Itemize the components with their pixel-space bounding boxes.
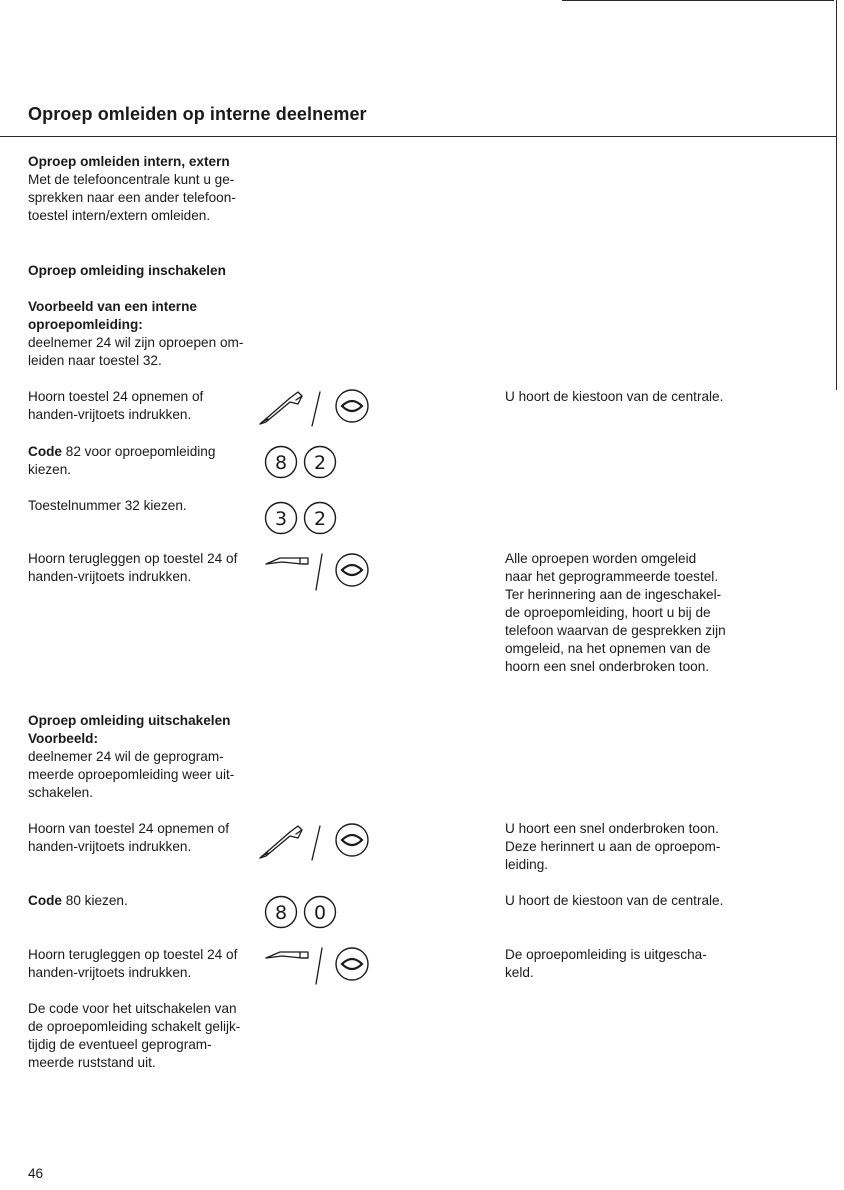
note-line: hoorn een snel onderbroken toon. xyxy=(505,659,710,674)
step-instruction xyxy=(28,388,258,424)
note-line: U hoort een snel onderbroken toon. xyxy=(505,821,719,836)
disable-section-header xyxy=(28,712,268,802)
intro-line: Met de telefooncentrale kunt u ge- xyxy=(28,172,235,187)
footer-line: meerde ruststand uit. xyxy=(28,1055,156,1070)
step-note xyxy=(505,550,825,676)
disable-heading: Oproep omleiding uitschakelen xyxy=(28,713,231,728)
page-title: Oproep omleiden op interne deelnemer xyxy=(28,104,367,124)
key-digit: 2 xyxy=(313,508,327,530)
key-digit: 0 xyxy=(313,902,327,924)
note-line: de oproepomleiding, hoort u bij de xyxy=(505,605,711,620)
key-digit: 8 xyxy=(274,452,288,474)
code-label: Code xyxy=(28,444,62,459)
note-line: De oproepomleiding is uitgescha- xyxy=(505,947,707,962)
step-text: 80 kiezen. xyxy=(61,893,128,908)
intro-heading: Oproep omleiden intern, extern xyxy=(28,154,230,169)
step-line: handen-vrijtoets indrukken. xyxy=(28,965,192,980)
note-line: omgeleid, na het opnemen van de xyxy=(505,641,711,656)
step-instruction xyxy=(28,820,258,856)
note-line: leiding. xyxy=(505,857,549,872)
step-instruction xyxy=(28,550,258,586)
step-line: Hoorn terugleggen op toestel 24 of xyxy=(28,947,238,962)
example-heading: oproepomleiding: xyxy=(28,317,143,332)
note-line: telefoon waarvan de gesprekken zijn xyxy=(505,623,726,638)
note-line: Ter herinnering aan de ingeschakel- xyxy=(505,587,722,602)
step-instruction xyxy=(28,892,258,910)
replace-handset-or-handsfree-icon xyxy=(262,944,382,992)
step-note xyxy=(505,946,825,982)
note-line: keld. xyxy=(505,965,534,980)
step-line: Toestelnummer 32 kiezen. xyxy=(28,498,187,513)
step-line xyxy=(28,443,258,461)
step-line: handen-vrijtoets indrukken. xyxy=(28,407,192,422)
step-line: Hoorn terugleggen op toestel 24 of xyxy=(28,551,238,566)
footer-line: tijdig de eventueel geprogram- xyxy=(28,1037,212,1052)
intro-line: toestel intern/extern omleiden. xyxy=(28,208,211,223)
step-line: Hoorn toestel 24 opnemen of xyxy=(28,389,204,404)
key-digit: 8 xyxy=(274,902,288,924)
example-line: leiden naar toestel 32. xyxy=(28,353,162,368)
step-instruction xyxy=(28,443,258,479)
replace-handset-or-handsfree-icon xyxy=(262,550,382,598)
note-line: naar het geprogrammeerde toestel. xyxy=(505,569,719,584)
example-line: schakelen. xyxy=(28,785,93,800)
enable-heading: Oproep omleiding inschakelen xyxy=(28,263,226,278)
note-line: Deze herinnert u aan de oproepom- xyxy=(505,839,721,854)
example-line: deelnemer 24 wil de geprogram- xyxy=(28,749,224,764)
footer-line: De code voor het uitschakelen van xyxy=(28,1001,237,1016)
example-line: deelnemer 24 wil zijn oproepen om- xyxy=(28,335,244,350)
footer-note xyxy=(28,1000,268,1072)
right-border-line xyxy=(836,0,837,390)
note-line: Alle oproepen worden omgeleid xyxy=(505,551,697,566)
footer-line: de oproepomleiding schakelt gelijk- xyxy=(28,1019,241,1034)
step-line: kiezen. xyxy=(28,462,72,477)
example-line: meerde oproepomleiding weer uit- xyxy=(28,767,235,782)
step-instruction xyxy=(28,497,258,515)
step-note xyxy=(505,820,825,874)
step-note xyxy=(505,388,825,406)
keypad-keys-3-2 xyxy=(262,500,344,536)
step-instruction xyxy=(28,946,258,982)
page-number: 46 xyxy=(28,1166,44,1181)
note-line: U hoort de kiestoon van de centrale. xyxy=(505,389,724,404)
step-note xyxy=(505,892,825,910)
step-text: 82 voor oproepomleiding xyxy=(61,444,216,459)
intro-section xyxy=(28,153,258,225)
lift-handset-or-handsfree-icon xyxy=(256,818,376,870)
example-heading: Voorbeeld: xyxy=(28,731,98,746)
lift-handset-or-handsfree-icon xyxy=(256,384,376,436)
key-digit: 2 xyxy=(313,452,327,474)
top-border-line xyxy=(562,0,834,1)
step-line: handen-vrijtoets indrukken. xyxy=(28,839,192,854)
step-line: handen-vrijtoets indrukken. xyxy=(28,569,192,584)
intro-line: sprekken naar een ander telefoon- xyxy=(28,190,236,205)
code-label: Code xyxy=(28,893,62,908)
example-heading: Voorbeeld van een interne xyxy=(28,299,197,314)
enable-example xyxy=(28,298,268,370)
step-line xyxy=(28,892,258,910)
note-line: U hoort de kiestoon van de centrale. xyxy=(505,893,724,908)
step-line: Hoorn van toestel 24 opnemen of xyxy=(28,821,230,836)
key-digit: 3 xyxy=(274,508,288,530)
title-rule xyxy=(0,136,836,137)
keypad-keys-8-0 xyxy=(262,894,344,930)
keypad-keys-8-2 xyxy=(262,444,344,480)
